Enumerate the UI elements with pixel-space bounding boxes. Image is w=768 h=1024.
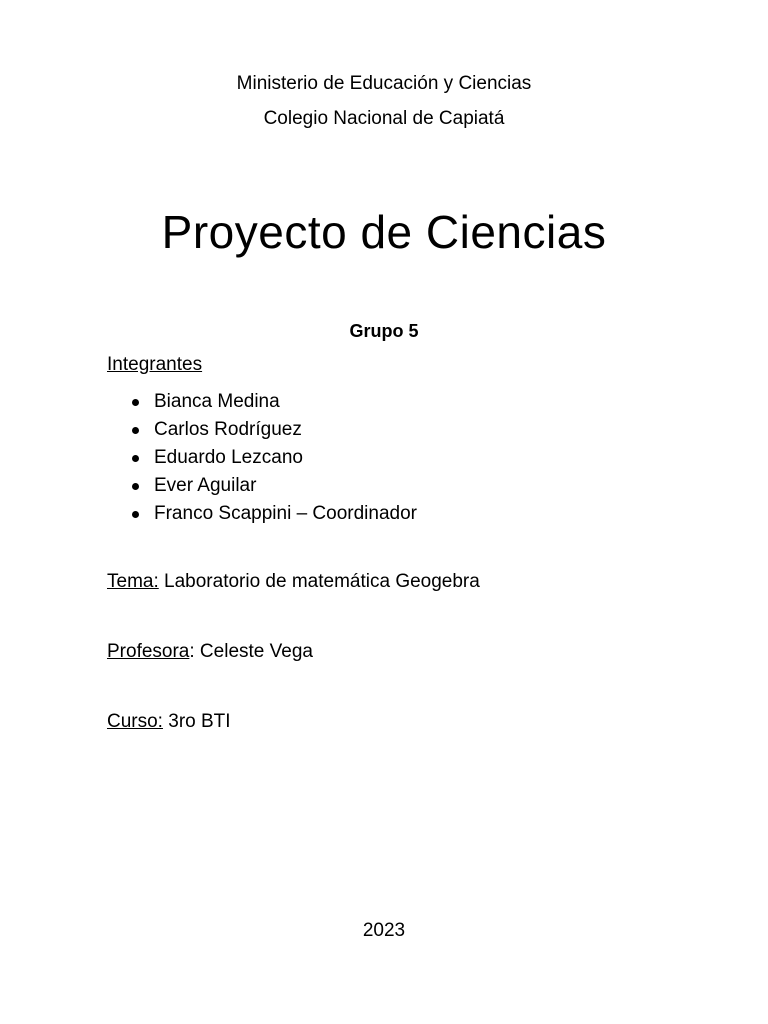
group-label: Grupo 5 — [349, 321, 419, 341]
list-item — [130, 500, 417, 528]
list-item — [130, 388, 417, 416]
member-name: Bianca Medina — [154, 391, 280, 412]
bullet-icon — [132, 399, 139, 406]
member-name: Franco Scappini – Coordinador — [154, 503, 417, 524]
bullet-icon — [132, 427, 139, 434]
list-item — [130, 416, 417, 444]
bullet-icon — [132, 455, 139, 462]
list-item — [130, 472, 417, 500]
curso-label: Curso: — [107, 711, 163, 732]
list-item — [130, 444, 417, 472]
year-label: 2023 — [362, 920, 406, 941]
page-title: Proyecto de Ciencias — [161, 206, 607, 258]
curso-value: 3ro BTI — [162, 711, 231, 732]
bullet-icon — [132, 511, 139, 518]
member-name: Carlos Rodríguez — [154, 419, 302, 440]
profesora-value: : Celeste Vega — [189, 641, 313, 662]
members-heading: Integrantes — [107, 354, 203, 375]
bullet-icon — [132, 483, 139, 490]
profesora-field — [107, 640, 313, 664]
tema-label: Tema: — [107, 571, 159, 592]
member-name: Eduardo Lezcano — [154, 447, 303, 468]
member-name: Ever Aguilar — [154, 475, 257, 496]
school-line: Colegio Nacional de Capiatá — [263, 108, 505, 129]
profesora-label: Profesora — [107, 641, 190, 662]
tema-field — [107, 570, 480, 594]
members-list — [130, 388, 417, 528]
ministry-line: Ministerio de Educación y Ciencias — [236, 73, 532, 94]
tema-value: Laboratorio de matemática Geogebra — [158, 571, 480, 592]
curso-field — [107, 710, 231, 734]
